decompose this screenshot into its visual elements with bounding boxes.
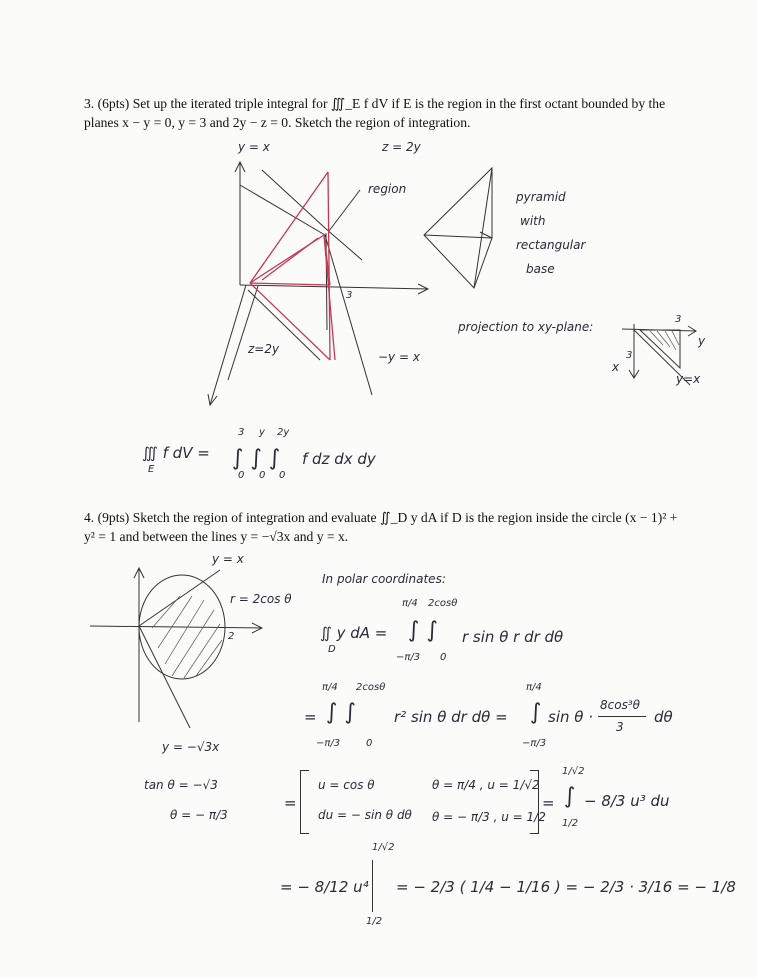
label-proj-yx: y=x [676,372,701,386]
p4-l3-integrand: − 8/3 u³ du [584,792,670,810]
p4-l3-low: 1/2 [562,818,579,829]
p4-l3-sign: ∫ [564,784,576,809]
p4-l3-up: 1/√2 [562,766,585,777]
p4-l2-low1: −π/3 [316,738,341,749]
p4-l2-up1: π/4 [322,682,338,693]
p4-l3-sub3: θ = π/4 , u = 1/√2 [432,778,540,792]
label-pyramid-2: with [520,214,546,228]
p4-l3-bracket-left [300,770,309,834]
label-neg-y-x: −y = x [378,350,420,364]
p3-integral-signs: ∫ ∫ ∫ [232,446,281,471]
label-z-2y-low: z=2y [248,342,280,356]
p3-up2: y [259,427,265,438]
label-region: region [368,182,407,196]
p4-l4-evalbar [372,860,373,912]
p4-label-axis-2: 2 [228,631,235,642]
p4-l3-sub1: u = cos θ [318,778,375,792]
p4-l2-frac-num: 8cos³θ [600,698,640,712]
label-pyramid-1: pyramid [516,190,566,204]
p4-l3-sub2: du = − sin θ dθ [318,808,412,822]
p4-l2-frac-bar [598,716,646,717]
problem-3-text: 3. (6pts) Set up the iterated triple integral for ∭_E f dV if E is the region in the first octant bounded by the planes x − y = 0, y = 3 and 2y − z = 0. Sketch the region of integration. [84,96,666,130]
p4-l1-low1: −π/3 [396,652,421,663]
p3-integrand: f dz dx dy [302,450,376,468]
p4-l3-eq: = [284,794,297,812]
p4-l4-lhs: = − 8/12 u⁴ [280,878,369,896]
p4-l2-low3: −π/3 [522,738,547,749]
p4-l4-rhs: = − 2/3 ( 1/4 − 1/16 ) = − 2/3 · 3/16 = − 1/8 [396,878,736,896]
p4-l2-dtheta: dθ [654,708,673,726]
p4-l2-up3: π/4 [526,682,542,693]
hatch [196,640,222,676]
p4-l2-eq: = [304,708,317,726]
p4-l2-integrand: r² sin θ dr dθ = [394,708,508,726]
label-y-eq-x: y = x [238,140,270,154]
p4-label-tan: tan θ = −√3 [144,778,218,792]
p3-integral-lhs: ∭ f dV = [142,444,210,462]
p4-l4-low: 1/2 [366,916,383,927]
p4-label-r-eq: r = 2cos θ [230,592,292,606]
label-axis-3: 3 [346,290,353,301]
problem-4-text: 4. (9pts) Sketch the region of integration and evaluate ∬_D y dA if D is the region inside the circle (x − 1)² + y² = 1 and between the lines y = −√3x and y = x. [84,510,678,544]
p4-l2-up2: 2cosθ [356,682,386,693]
p3-low3: 0 [279,470,286,481]
p3-up1: 3 [238,427,245,438]
p4-l4-up: 1/√2 [372,842,395,853]
label-proj-3a: 3 [675,314,682,325]
label-proj-3b: 3 [626,350,633,361]
p4-l2-signs: ∫ ∫ [326,700,356,725]
p3-low2: 0 [259,470,266,481]
label-z-eq-2y: z = 2y [382,140,421,154]
p4-label-polar: In polar coordinates: [322,572,446,586]
p4-l2-low2: 0 [366,738,373,749]
p4-l1-up2: 2cosθ [428,598,458,609]
hatch [158,596,192,648]
p4-l1-lhs: ∬ y dA = [320,624,388,642]
hatch [165,600,204,664]
hatch [152,596,180,628]
p4-label-y-eq-x: y = x [212,552,244,566]
p4-l3-eq2: = [542,794,555,812]
label-pyramid-4: base [526,262,555,276]
line-y-neg-sqrt3x [139,626,190,728]
p4-l1-up1: π/4 [402,598,418,609]
p4-l2-sign3: ∫ [530,700,542,725]
p4-l1-sub-d: D [328,644,336,655]
p3-up3: 2y [277,427,290,438]
label-proj-x: x [612,360,620,374]
p4-label-theta: θ = − π/3 [170,808,228,822]
hatch [184,624,220,678]
p3-low1: 0 [238,470,245,481]
p4-l1-signs: ∫ ∫ [408,618,438,643]
p4-l1-low2: 0 [440,652,447,663]
label-projection: projection to xy-plane: [458,320,594,334]
p4-l2-integrand2: sin θ · [548,708,593,726]
p4-l1-integrand: r sin θ r dr dθ [462,628,564,646]
p4-l3-sub4: θ = − π/3 , u = 1/2 [432,810,546,824]
p4-label-line-low: y = −√3x [162,740,220,754]
p4-x-axis [90,626,262,628]
label-pyramid-3: rectangular [516,238,586,252]
p4-l2-frac-den: 3 [616,720,624,734]
line-y-eq-x [139,570,220,626]
label-proj-y: y [698,334,706,348]
p3-sub-e: E [148,464,155,475]
